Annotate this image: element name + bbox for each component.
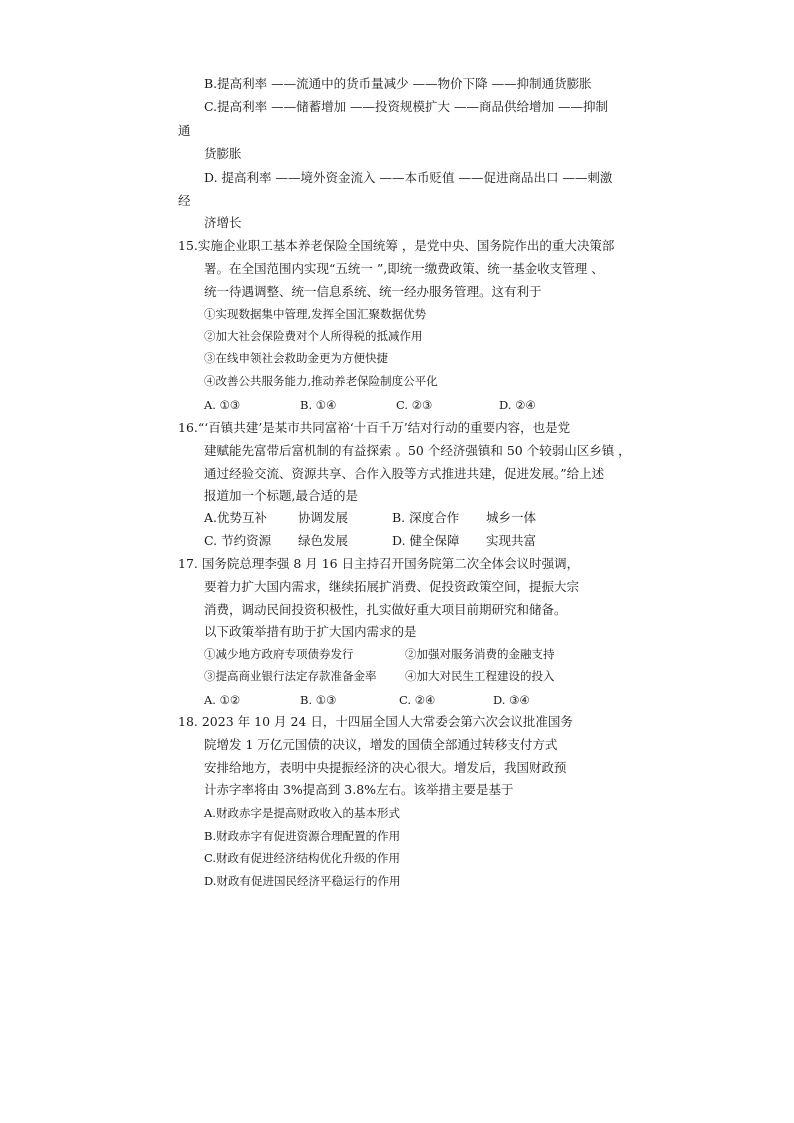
q14-option-d: D. 提高利率 ——境外资金流入 ——本币贬值 ——促进商品出口 ——刺激 bbox=[204, 170, 613, 185]
q16-option-b-part1[interactable]: B. 深度合作 bbox=[392, 510, 460, 525]
q18-stem-line2: 院增发 1 万亿元国债的决议，增发的国债全部通过转移支付方式 bbox=[204, 737, 558, 752]
q18-option-c[interactable]: C.财政有促进经济结构优化升级的作用 bbox=[204, 851, 401, 865]
q17-option-c[interactable]: C. ②④ bbox=[399, 693, 436, 707]
q16-option-d-part1[interactable]: D. 健全保障 bbox=[392, 533, 460, 548]
q18-stem-line4: 计赤字率将由 3%提高到 3.8%左右。该举措主要是基于 bbox=[204, 782, 514, 797]
q16-option-b-part2[interactable]: 城乡一体 bbox=[486, 510, 537, 525]
q17-option-b[interactable]: B. ①③ bbox=[300, 693, 337, 707]
q16-stem-line4: 报道加一个标题,最合适的是 bbox=[204, 488, 358, 503]
q15-option-a[interactable]: A. ①③ bbox=[204, 398, 241, 412]
q14-option-d-wrap: 经 bbox=[178, 193, 191, 208]
q16-stem-line3: 通过经验交流、资源共享、合作入股等方式推进共建，促进发展。”给上述 bbox=[204, 466, 605, 481]
q18-stem-line1: 18. 2023 年 10 月 24 日，十四届全国人大常委会第六次会议批准国务 bbox=[178, 714, 573, 729]
q17-option-d[interactable]: D. ③④ bbox=[493, 693, 530, 707]
q17-stem-line3: 消费，调动民间投资积极性，扎实做好重大项目前期研究和储备。 bbox=[204, 602, 567, 617]
q17-statements-row1 bbox=[204, 646, 555, 662]
q15-options bbox=[204, 397, 536, 413]
q16-options-row1 bbox=[204, 510, 536, 526]
q17-options bbox=[204, 692, 530, 708]
q15-option-c[interactable]: C. ②③ bbox=[396, 398, 433, 412]
q16-option-a-part2[interactable]: 协调发展 bbox=[298, 510, 349, 525]
q16-stem-line2: 建赋能先富带后富机制的有益探索 。50 个经济强镇和 50 个较弱山区乡镇 ， bbox=[204, 443, 631, 458]
q16-option-c-part2[interactable]: 绿色发展 bbox=[298, 533, 349, 548]
q15-stem-line2: 署。在全国范围内实现“五统一 ”,即统一缴费政策、统一基金收支管理 、 bbox=[204, 261, 604, 276]
q16-option-a-part1[interactable]: A.优势互补 bbox=[204, 510, 268, 525]
q15-statement-4: ④改善公共服务能力,推动养老保险制度公平化 bbox=[204, 374, 438, 388]
q15-statement-2: ②加大社会保险费对个人所得税的抵减作用 bbox=[204, 329, 423, 343]
q14-option-b: B.提高利率 ——流通中的货币量减少 ——物价下降 ——抑制通货膨胀 bbox=[204, 76, 592, 91]
q17-statements-row2 bbox=[204, 668, 555, 684]
q18-option-b[interactable]: B.财政赤字有促进资源合理配置的作用 bbox=[204, 829, 401, 843]
q14-option-c-cont: 货膨胀 bbox=[204, 146, 242, 161]
q15-option-d[interactable]: D. ②④ bbox=[499, 398, 536, 412]
q17-stem-line2: 要着力扩大国内需求，继续拓展扩消费、促投资政策空间，提振大宗 bbox=[204, 579, 580, 594]
q15-statement-3: ③在线申领社会救助金更为方便快捷 bbox=[204, 351, 388, 365]
q18-option-d[interactable]: D.财政有促进国民经济平稳运行的作用 bbox=[204, 874, 401, 888]
q15-stem-line1: 15.实施企业职工基本养老保险全国统筹 ，是党中央、国务院作出的重大决策部 bbox=[178, 238, 615, 253]
q14-option-d-cont: 济增长 bbox=[204, 215, 242, 230]
q15-statement-1: ①实现数据集中管理,发挥全国汇聚数据优势 bbox=[204, 307, 427, 321]
q18-stem-line3: 安排给地方，表明中央提振经济的决心很大。增发后，我国财政预 bbox=[204, 760, 567, 775]
q16-option-c-part1[interactable]: C. 节约资源 bbox=[204, 533, 272, 548]
q17-statement-1: ①减少地方政府专项债券发行 bbox=[204, 647, 354, 661]
q17-statement-3: ③提高商业银行法定存款准备金率 bbox=[204, 669, 377, 683]
q17-statement-2: ②加强对服务消费的金融支持 bbox=[405, 647, 555, 661]
q16-options-row2 bbox=[204, 533, 536, 549]
q16-option-d-part2[interactable]: 实现共富 bbox=[486, 533, 537, 548]
q18-option-a[interactable]: A.财政赤字是提高财政收入的基本形式 bbox=[204, 806, 400, 820]
q15-stem-line3: 统一待遇调整、统一信息系统、统一经办服务管理。这有利于 bbox=[204, 284, 542, 299]
q14-option-c: C.提高利率 ——储蓄增加 ——投资规模扩大 ——商品供给增加 ——抑制 bbox=[204, 99, 608, 114]
q16-stem-line1: 16.“‘百镇共建’是某市共同富裕‘十百千万’结对行动的重要内容，也是党 bbox=[178, 420, 571, 435]
q17-option-a[interactable]: A. ①② bbox=[204, 693, 241, 707]
q17-stem-line4: 以下政策举措有助于扩大国内需求的是 bbox=[204, 624, 417, 639]
q15-option-b[interactable]: B. ①④ bbox=[300, 398, 337, 412]
q17-stem-line1: 17. 国务院总理李强 8 月 16 日主持召开国务院第二次全体会议时强调， bbox=[178, 556, 580, 571]
q14-option-c-wrap: 通 bbox=[178, 123, 191, 138]
q17-statement-4: ④加大对民生工程建设的投入 bbox=[405, 669, 555, 683]
